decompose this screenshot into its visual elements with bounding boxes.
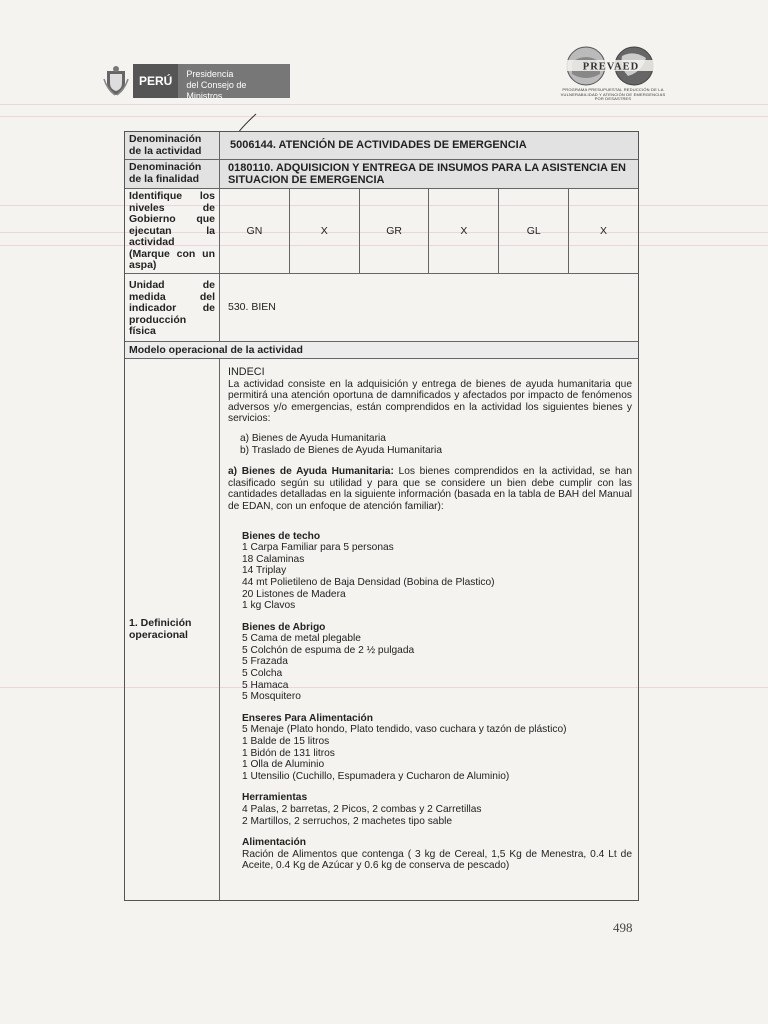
coat-of-arms-icon bbox=[103, 65, 129, 97]
group-title: Alimentación bbox=[242, 837, 306, 849]
level-gl: GL bbox=[499, 189, 569, 273]
activity-table bbox=[124, 131, 639, 901]
label-unidad-medida: Unidad de medida del indicador de producción física bbox=[125, 274, 220, 341]
indeci-heading: INDECI bbox=[228, 366, 265, 378]
list-item: b) Traslado de Bienes de Ayuda Humanitaria bbox=[240, 444, 442, 456]
label-denominacion-actividad: Denominación de la actividad bbox=[125, 132, 220, 159]
level-gr-mark: X bbox=[429, 189, 499, 273]
level-gn: GN bbox=[220, 189, 290, 273]
list-item: 5 Colcha bbox=[242, 668, 283, 680]
list-item: 18 Calaminas bbox=[242, 553, 305, 565]
row-denominacion-actividad bbox=[125, 132, 638, 160]
list-item: 1 Balde de 15 litros bbox=[242, 736, 330, 748]
list-item: 1 Carpa Familiar para 5 personas bbox=[242, 542, 394, 554]
row-definicion-operacional bbox=[125, 359, 638, 900]
value-denominacion-finalidad: 0180110. ADQUISICION Y ENTREGA DE INSUMOS PARA LA ASISTENCIA EN SITUACION DE EMERGENCIA bbox=[228, 162, 626, 186]
group-title: Bienes de techo bbox=[242, 530, 321, 542]
list-item: 5 Mosquitero bbox=[242, 691, 301, 703]
list-item: 5 Menaje (Plato hondo, Plato tendido, vaso cuchara y tazón de plástico) bbox=[242, 724, 567, 736]
page-number: 498 bbox=[613, 920, 633, 935]
list-item: 44 mt Polietileno de Baja Densidad (Bobina de Plastico) bbox=[242, 576, 495, 588]
group-title: Herramientas bbox=[242, 792, 308, 804]
prevaed-label: PREVAED bbox=[582, 61, 640, 73]
group-title: Enseres Para Alimentación bbox=[242, 712, 373, 724]
list-item: a) Bienes de Ayuda Humanitaria bbox=[240, 432, 386, 444]
list-item: 1 Olla de Aluminio bbox=[242, 759, 325, 771]
label-niveles-gobierno: Identifique los niveles de Gobierno que ejecutan la actividad (Marque con un aspa) bbox=[125, 189, 220, 273]
list-item: 20 Listones de Madera bbox=[242, 588, 346, 600]
list-item: Ración de Alimentos que contenga ( 3 kg de Cereal, 1,5 Kg de Menestra, 0.4 Lt de Aceite, 0.4 Kg de Azúcar y 0.6 kg de conserva de pescado) bbox=[242, 848, 632, 872]
definicion-content bbox=[220, 359, 638, 900]
group-title: Bienes de Abrigo bbox=[242, 621, 326, 633]
list-item: 1 Bidón de 131 litros bbox=[242, 747, 335, 759]
label-denominacion-finalidad: Denominación de la finalidad bbox=[125, 160, 220, 188]
row-unidad-medida bbox=[125, 274, 638, 342]
section-a-text: Los bienes comprendidos en la actividad, se han clasificado según su utilidad y para que se considere un bien debe cumplir con las cantidades detalladas en la siguiente información (basada en la tabla de BAH del Manual de EDAN, con un enfoque de atención familiar): bbox=[228, 466, 632, 512]
section-a-title: a) Bienes de Ayuda Humanitaria: bbox=[228, 466, 394, 478]
group-bienes-techo bbox=[242, 531, 632, 612]
value-unidad-medida: 530. BIEN bbox=[228, 300, 276, 313]
group-herramientas bbox=[242, 792, 632, 827]
list-item: 14 Triplay bbox=[242, 565, 287, 577]
list-item: 1 kg Clavos bbox=[242, 600, 296, 612]
peru-label: PERÚ bbox=[133, 64, 178, 98]
intro-paragraph: La actividad consiste en la adquisición y entrega de bienes de ayuda humanitaria que permitirá una atención oportuna de damnificados y afectados por impacto de fenómenos adversos y/o emergencias, están comprendidos en la actividad los siguientes bienes y servicios: bbox=[228, 378, 632, 425]
level-gr: GR bbox=[360, 189, 430, 273]
label-definicion-operacional: 1. Definición operacional bbox=[125, 359, 220, 900]
prevaed-caption: PROGRAMA PRESUPUESTAL REDUCCIÓN DE LA VULNERABILIDAD Y ATENCIÓN DE EMERGENCIAS POR DESASTRES bbox=[560, 87, 666, 101]
list-item: 2 Martillos, 2 serruchos, 2 machetes tipo sable bbox=[242, 815, 453, 827]
row-niveles-gobierno bbox=[125, 189, 638, 274]
group-bienes-abrigo bbox=[242, 622, 632, 703]
row-denominacion-finalidad bbox=[125, 160, 638, 189]
list-item: 1 Utensilio (Cuchillo, Espumadera y Cucharon de Aluminio) bbox=[242, 770, 510, 782]
level-gl-mark: X bbox=[600, 225, 608, 237]
government-levels bbox=[220, 189, 638, 273]
peru-government-logo bbox=[103, 63, 290, 99]
label-modelo-operacional: Modelo operacional de la actividad bbox=[125, 342, 638, 358]
list-item: 4 Palas, 2 barretas, 2 Picos, 2 combas y 2 Carretillas bbox=[242, 804, 482, 815]
value-denominacion-actividad: 5006144. ATENCIÓN DE ACTIVIDADES DE EMERGENCIA bbox=[230, 138, 527, 151]
list-item: 5 Colchón de espuma de 2 ½ pulgada bbox=[242, 644, 415, 656]
level-gn-mark: X bbox=[290, 189, 360, 273]
presidencia-label: Presidencia del Consejo de Ministros bbox=[178, 64, 290, 98]
services-list bbox=[240, 433, 632, 456]
list-item: 5 Cama de metal plegable bbox=[242, 633, 361, 645]
list-item: 5 Hamaca bbox=[242, 679, 289, 691]
row-modelo-operacional bbox=[125, 342, 638, 359]
group-alimentacion bbox=[242, 837, 632, 872]
section-a-paragraph bbox=[228, 466, 632, 512]
list-item: 5 Frazada bbox=[242, 656, 288, 668]
group-enseres-alimentacion bbox=[242, 713, 632, 783]
